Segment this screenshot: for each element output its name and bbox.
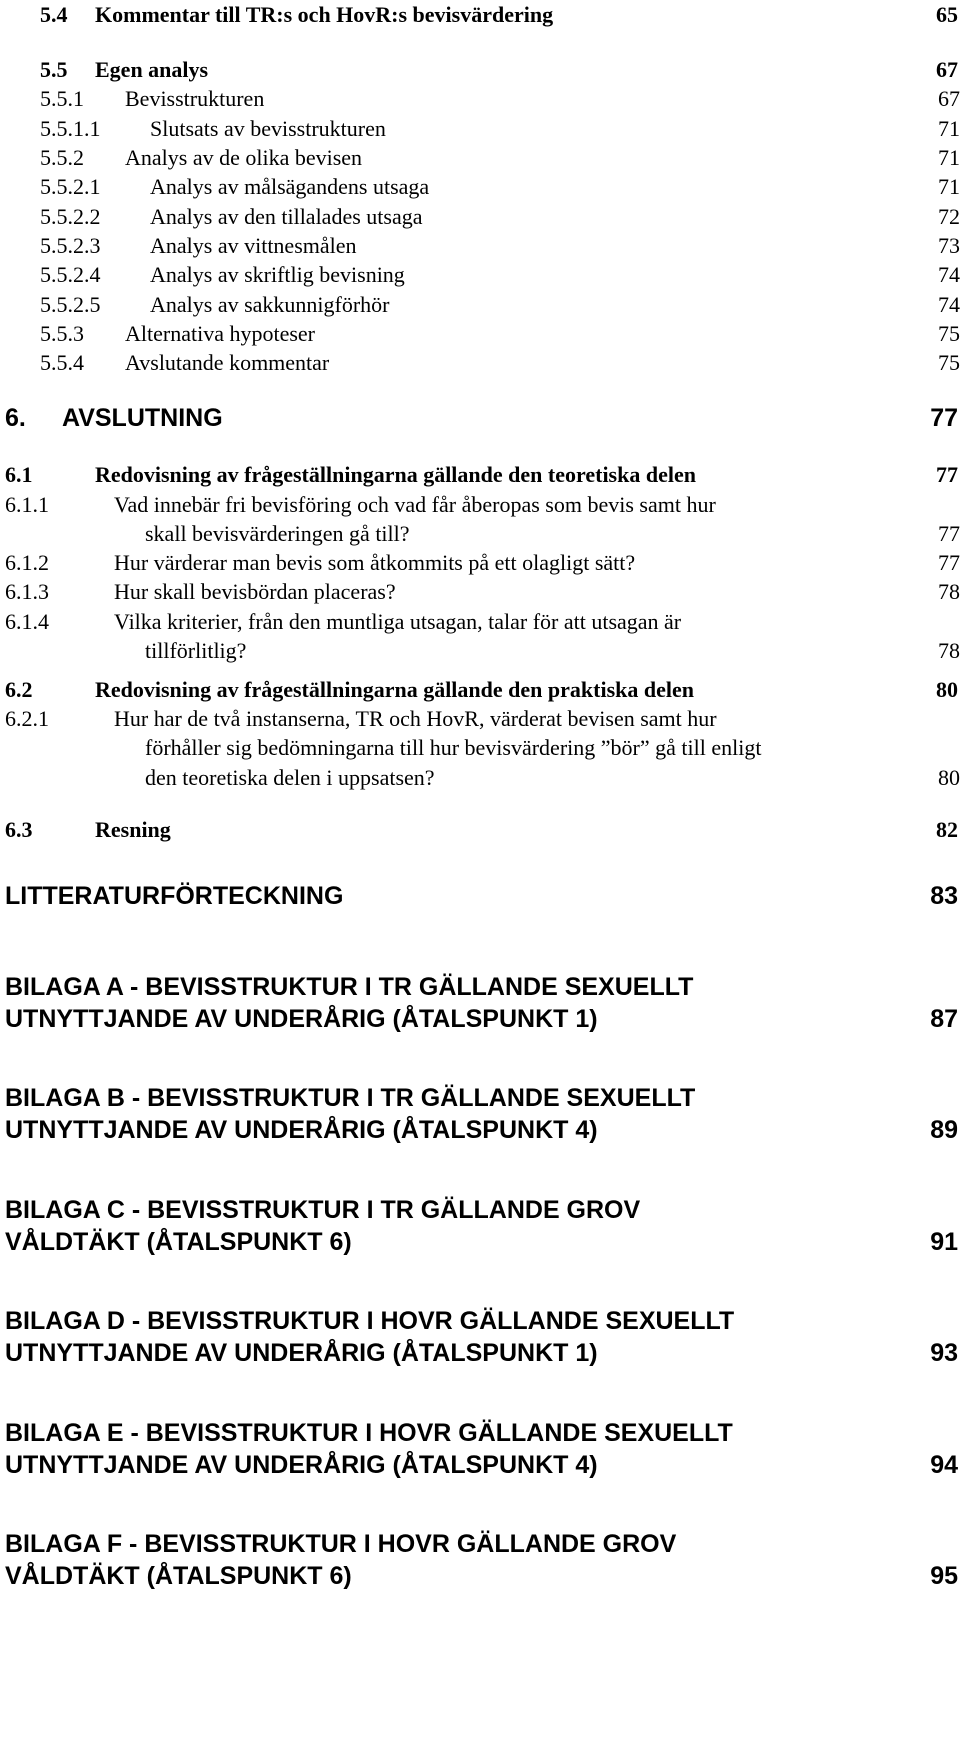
section-number: 5.5 <box>40 57 68 82</box>
page-number: 71 <box>938 145 960 170</box>
page-number: 80 <box>938 765 960 790</box>
section-number: 5.5.2.3 <box>40 233 101 258</box>
page-number: 82 <box>936 817 958 842</box>
page-number: 74 <box>938 262 960 287</box>
section-number: 6.1.1 <box>5 492 49 517</box>
section-title: Resning <box>95 817 171 842</box>
section-number: 5.5.2.5 <box>40 292 101 317</box>
section-title: Analys av vittnesmålen <box>150 233 357 258</box>
section-number: 5.5.2.2 <box>40 204 101 229</box>
page-number: 74 <box>938 292 960 317</box>
section-title: Egen analys <box>95 57 209 82</box>
section-title-line1: Hur har de två instanserna, TR och HovR, värderat bevisen samt hur <box>114 706 717 731</box>
appendix-title-line1: BILAGA B - BEVISSTRUKTUR I TR GÄLLANDE SEXUELLT <box>5 1084 696 1112</box>
appendix-title-line2: UTNYTTJANDE AV UNDERÅRIG (ÅTALSPUNKT 4) <box>5 1116 598 1144</box>
section-title: Alternativa hypoteser <box>125 321 315 346</box>
chapter-number: 6. <box>5 404 26 432</box>
page-number: 71 <box>938 116 960 141</box>
page-number: 78 <box>938 579 960 604</box>
page-number: 87 <box>930 1005 958 1033</box>
section-title: Analys av skriftlig bevisning <box>150 262 405 287</box>
page-number: 95 <box>930 1562 958 1590</box>
section-number: 5.5.4 <box>40 350 84 375</box>
section-number: 5.4 <box>40 2 68 27</box>
appendix-title-line2: UTNYTTJANDE AV UNDERÅRIG (ÅTALSPUNKT 1) <box>5 1339 598 1367</box>
section-title: Redovisning av frågeställningarna gällande den teoretiska delen <box>95 462 696 487</box>
section-title: Avslutande kommentar <box>125 350 330 375</box>
page-number: 91 <box>930 1228 958 1256</box>
section-title: Analys av den tillalades utsaga <box>150 204 423 229</box>
appendix-title-line2: UTNYTTJANDE AV UNDERÅRIG (ÅTALSPUNKT 4) <box>5 1451 598 1479</box>
section-title-line1: Vad innebär fri bevisföring och vad får åberopas som bevis samt hur <box>114 492 716 517</box>
section-title-line3: den teoretiska delen i uppsatsen? <box>145 765 435 790</box>
page-number: 94 <box>930 1451 958 1479</box>
page-number: 67 <box>938 86 960 111</box>
section-number: 5.5.1.1 <box>40 116 101 141</box>
section-number: 6.1.4 <box>5 609 49 634</box>
section-title: Analys av sakkunnigförhör <box>150 292 390 317</box>
page-number: 65 <box>936 2 958 27</box>
section-number: 5.5.2.1 <box>40 174 101 199</box>
section-number: 6.3 <box>5 817 33 842</box>
page-number: 77 <box>938 521 960 546</box>
appendix-title-line1: BILAGA D - BEVISSTRUKTUR I HOVR GÄLLANDE SEXUELLT <box>5 1307 735 1335</box>
chapter-title: AVSLUTNING <box>62 404 223 432</box>
section-title-line2: skall bevisvärderingen gå till? <box>145 521 410 546</box>
appendix-title-line1: BILAGA F - BEVISSTRUKTUR I HOVR GÄLLANDE GROV <box>5 1530 677 1558</box>
page-number: 93 <box>930 1339 958 1367</box>
page-number: 80 <box>936 677 958 702</box>
section-number: 5.5.2.4 <box>40 262 101 287</box>
section-number: 6.1 <box>5 462 33 487</box>
page-number: 73 <box>938 233 960 258</box>
appendix-title-line1: BILAGA C - BEVISSTRUKTUR I TR GÄLLANDE GROV <box>5 1196 641 1224</box>
section-number: 6.2.1 <box>5 706 49 731</box>
section-title: Analys av de olika bevisen <box>125 145 363 170</box>
section-number: 6.1.3 <box>5 579 49 604</box>
appendix-title-line1: BILAGA A - BEVISSTRUKTUR I TR GÄLLANDE SEXUELLT <box>5 973 694 1001</box>
section-number: 6.2 <box>5 677 33 702</box>
page-number: 77 <box>930 404 958 432</box>
section-title: Bevisstrukturen <box>125 86 265 111</box>
appendix-title-line2: VÅLDTÄKT (ÅTALSPUNKT 6) <box>5 1562 352 1590</box>
section-title: Slutsats av bevisstrukturen <box>150 116 386 141</box>
section-number: 5.5.3 <box>40 321 84 346</box>
section-title: Redovisning av frågeställningarna gällande den praktiska delen <box>95 677 694 702</box>
appendix-title-line2: UTNYTTJANDE AV UNDERÅRIG (ÅTALSPUNKT 1) <box>5 1005 598 1033</box>
section-title-line1: Vilka kriterier, från den muntliga utsagan, talar för att utsagan är <box>114 609 682 634</box>
page-number: 75 <box>938 321 960 346</box>
section-title: Analys av målsägandens utsaga <box>150 174 430 199</box>
page-number: 78 <box>938 638 960 663</box>
page-number: 72 <box>938 204 960 229</box>
section-title-line2: tillförlitlig? <box>145 638 247 663</box>
appendix-title-line2: VÅLDTÄKT (ÅTALSPUNKT 6) <box>5 1228 352 1256</box>
page-number: 67 <box>936 57 958 82</box>
page-number: 77 <box>938 550 960 575</box>
section-number: 5.5.2 <box>40 145 84 170</box>
section-title-line2: förhåller sig bedömningarna till hur bevisvärdering ”bör” gå till enligt <box>145 735 762 760</box>
section-title: Hur skall bevisbördan placeras? <box>114 579 396 604</box>
page-number: 75 <box>938 350 960 375</box>
chapter-title: LITTERATURFÖRTECKNING <box>5 882 344 910</box>
section-number: 5.5.1 <box>40 86 84 111</box>
page-number: 71 <box>938 174 960 199</box>
section-number: 6.1.2 <box>5 550 49 575</box>
appendix-title-line1: BILAGA E - BEVISSTRUKTUR I HOVR GÄLLANDE SEXUELLT <box>5 1419 733 1447</box>
page-number: 89 <box>930 1116 958 1144</box>
section-title: Kommentar till TR:s och HovR:s bevisvärdering <box>95 2 554 27</box>
page-number: 83 <box>930 882 958 910</box>
page-number: 77 <box>936 462 958 487</box>
section-title: Hur värderar man bevis som åtkommits på ett olagligt sätt? <box>114 550 636 575</box>
